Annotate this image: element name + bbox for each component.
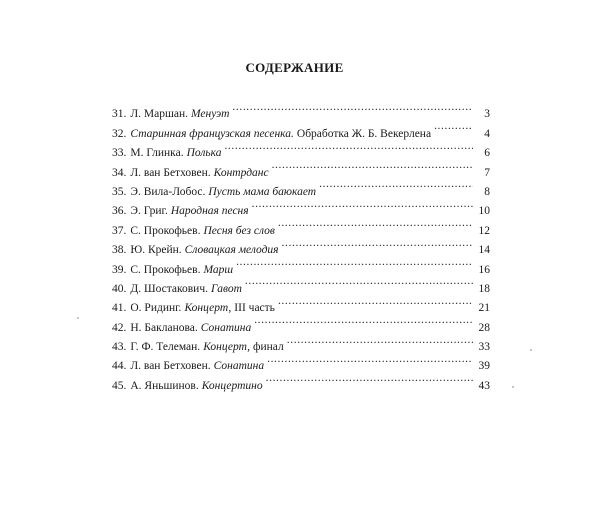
entry-page-number: 39 xyxy=(478,360,490,373)
entry-page-number: 28 xyxy=(478,321,490,334)
dot-leader xyxy=(252,195,473,214)
entry-page-number: 7 xyxy=(484,166,490,179)
entry-title: Пусть мама баюкает xyxy=(208,185,317,198)
entry-page-number: 14 xyxy=(478,244,490,257)
entry-page-number: 43 xyxy=(478,379,490,392)
entry-title: Старинная французская песенка. xyxy=(130,127,294,140)
entry-author: С. Прокофьев. xyxy=(130,224,201,237)
entry-number: 45. xyxy=(112,379,127,392)
dot-leader xyxy=(232,98,473,117)
entry-page-number: 10 xyxy=(478,205,490,218)
entry-title: Менуэт xyxy=(191,108,230,121)
entry-author: Н. Бакланова. xyxy=(130,321,198,334)
entry-page-number: 3 xyxy=(484,108,490,121)
entry-title: Словацкая мелодия xyxy=(184,244,279,257)
dot-leader xyxy=(278,292,473,311)
entry-subtitle: финал xyxy=(253,341,284,354)
dot-leader xyxy=(319,176,473,195)
entry-number: 35. xyxy=(112,185,127,198)
entry-title: Гавот xyxy=(210,282,242,295)
entry-number: 39. xyxy=(112,263,127,276)
entry-page-number: 21 xyxy=(478,302,490,315)
entry-author: М. Глинка. xyxy=(130,147,184,160)
dot-leader xyxy=(434,117,473,136)
entry-author: Г. Ф. Телеман. xyxy=(130,341,201,354)
entry-page-number: 6 xyxy=(484,147,490,160)
entry-title: Концерт, xyxy=(203,341,251,354)
entry-number: 38. xyxy=(112,244,127,257)
entry-title: Марш xyxy=(203,263,234,276)
entry-author: Л. ван Бетховен. xyxy=(130,360,211,373)
entry-number: 44. xyxy=(112,360,127,373)
contents-entry xyxy=(112,98,490,121)
entry-title: Концерт, xyxy=(184,302,232,315)
dot-leader xyxy=(266,369,473,388)
entry-author: Д. Шостакович. xyxy=(130,282,208,295)
entry-title: Контрданс xyxy=(213,166,269,179)
entry-page-number: 12 xyxy=(478,224,490,237)
entry-number: 42. xyxy=(112,321,127,334)
entry-number: 40. xyxy=(112,282,127,295)
paper-speck xyxy=(512,386,514,388)
dot-leader xyxy=(287,331,473,350)
entry-number: 33. xyxy=(112,147,127,160)
dot-leader xyxy=(282,234,473,253)
entry-page-number: 18 xyxy=(478,282,490,295)
dot-leader xyxy=(267,350,473,369)
entry-page-number: 16 xyxy=(478,263,490,276)
dot-leader xyxy=(254,311,473,330)
dot-leader xyxy=(278,214,473,233)
dot-leader xyxy=(224,137,473,156)
entry-page-number: 4 xyxy=(484,127,490,140)
entry-title: Песня без слов xyxy=(203,224,275,237)
entry-number: 31. xyxy=(112,108,127,121)
dot-leader xyxy=(236,253,473,272)
dot-leader xyxy=(245,273,473,292)
entry-title: Народная песня xyxy=(170,205,249,218)
entry-number: 34. xyxy=(112,166,127,179)
entry-author: О. Ридинг. xyxy=(130,302,182,315)
contents-heading: СОДЕРЖАНИЕ xyxy=(245,60,344,75)
entry-author: Л. Маршан. xyxy=(130,108,188,121)
entry-author: С. Прокофьев. xyxy=(130,263,201,276)
entry-page-number: 8 xyxy=(484,185,490,198)
entry-subtitle: Обработка Ж. Б. Векерлена xyxy=(296,127,432,140)
entry-subtitle: III часть xyxy=(234,302,275,315)
entry-number: 32. xyxy=(112,127,127,140)
entry-number: 43. xyxy=(112,341,127,354)
entry-author: Э. Вила-Лобос. xyxy=(130,185,206,198)
entry-title: Полька xyxy=(186,147,222,160)
entry-number: 36. xyxy=(112,205,127,218)
paper-speck xyxy=(530,349,532,351)
entry-author: Э. Григ. xyxy=(130,205,168,218)
entry-author: Л. ван Бетховен. xyxy=(130,166,211,179)
entry-title: Концертино xyxy=(201,379,263,392)
entry-title: Сонатина xyxy=(200,321,252,334)
paper-speck xyxy=(77,317,79,319)
entry-author: Ю. Крейн. xyxy=(130,244,182,257)
entry-number: 41. xyxy=(112,302,127,315)
contents-list xyxy=(112,98,490,392)
entry-author: А. Яньшинов. xyxy=(130,379,199,392)
entry-page-number: 33 xyxy=(478,341,490,354)
entry-number: 37. xyxy=(112,224,127,237)
entry-title: Сонатина xyxy=(213,360,265,373)
contents-entry xyxy=(112,214,490,237)
dot-leader xyxy=(272,156,473,175)
